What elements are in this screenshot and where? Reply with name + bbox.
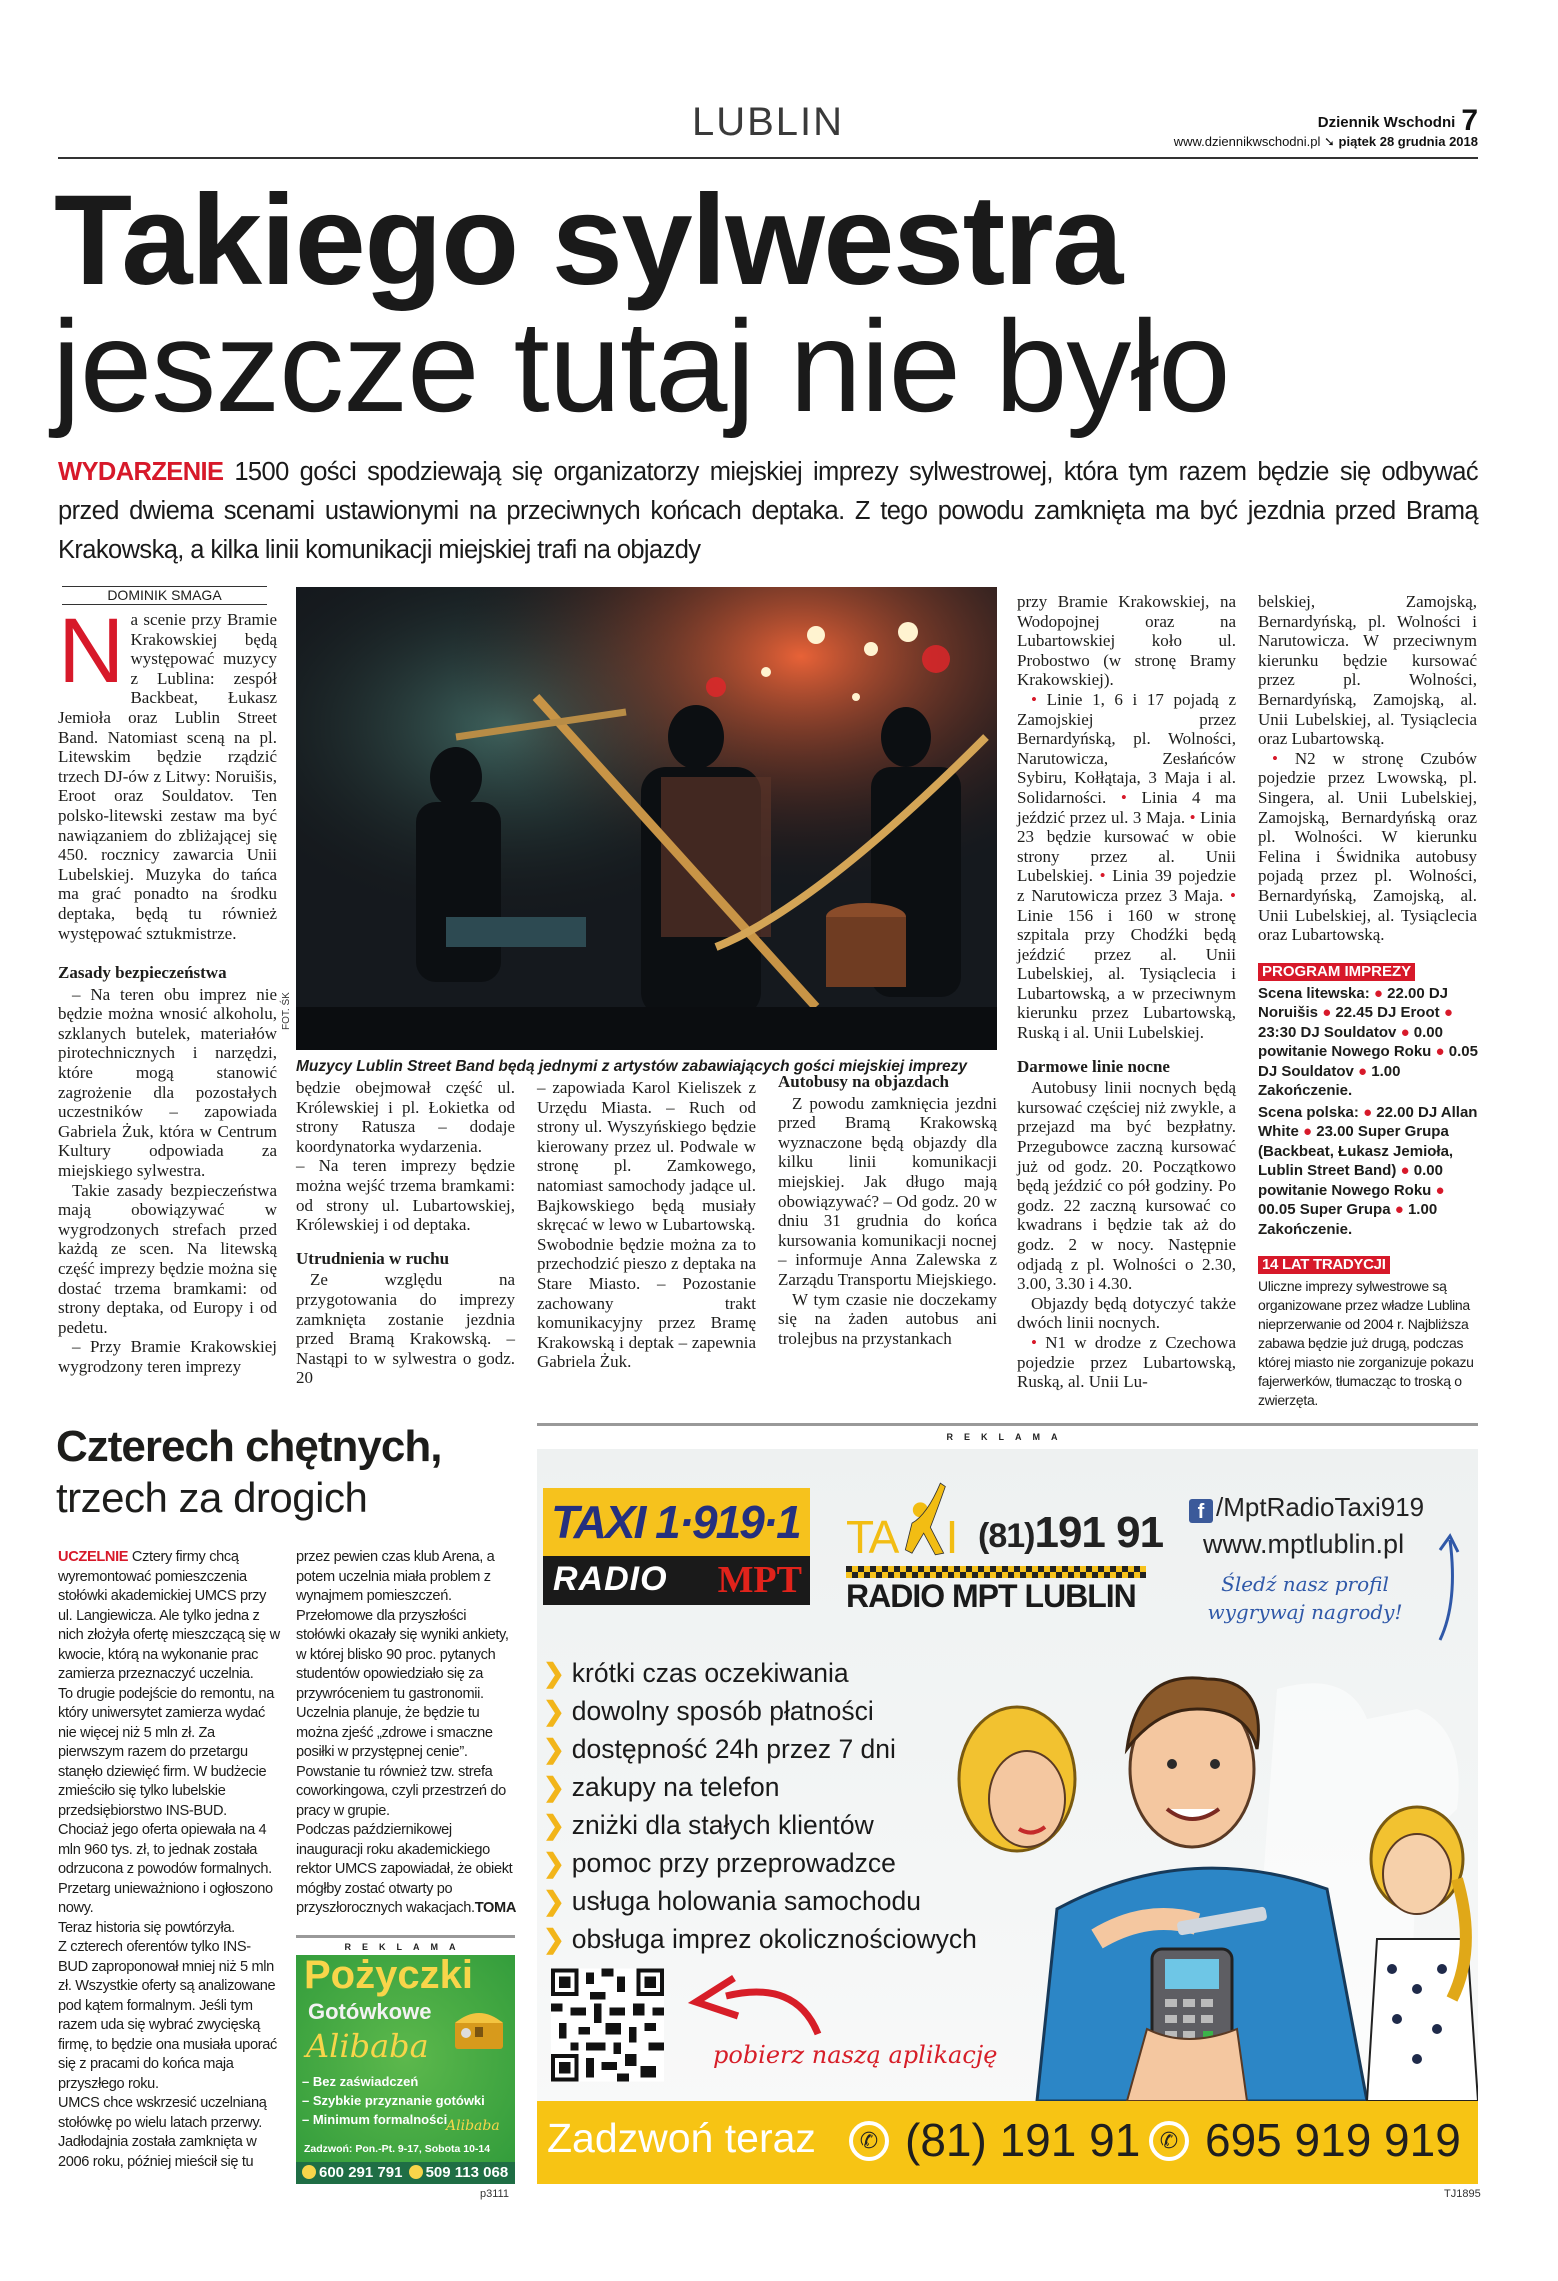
- call-bar: [537, 2101, 1478, 2184]
- feature-item: [543, 1730, 977, 1768]
- ad-title: Pożyczki: [304, 1955, 473, 1997]
- paragraph: Chociaż jego oferta opiewała na 4 mln 960 tys. zł, to jednak została odrzucona z powodów formalnych. Przetarg unieważniono i ogłoszono nowy.: [58, 1822, 273, 1916]
- ad-rule: [296, 1935, 515, 1938]
- feature-item: [543, 1844, 977, 1882]
- bullet-icon: •: [1189, 807, 1196, 827]
- paragraph: będzie obejmował część ul. Królewskiej i pl. Łokietka od strony Ratusza – dodaje koordynatorka wydarzenia.: [296, 1078, 515, 1156]
- ad-phones: [296, 2162, 515, 2184]
- facebook-link[interactable]: [1189, 1492, 1459, 1523]
- program-stage: [1258, 984, 1478, 1101]
- paragraph: Objazdy będą dotyczyć także dwóch linii nocnych.: [1017, 1293, 1236, 1333]
- paragraph: • N2 w stronę Czubów pojedzie przez Lwowską, pl. Singera, al. Unii Lubelskiej, Zamojską, Bernardyńską oraz pl. Wolności. W kierunku Felina i Świdnika autobusy pojadą przez pl. Wolności, Bernardyńską, Zamojską, al. Unii Lubelskiej, al. Tysiąclecia oraz Lubartowską.: [1258, 748, 1477, 945]
- phone-icon: [409, 2165, 423, 2179]
- program-event: 0.05 DJ Souldatov: [1258, 1043, 1478, 1080]
- article2-first-text: Cztery firmy chcą wyremontować pomieszczenia stołówki akademickiej UMCS przy ul. Langiewicza. Ale tylko jedna z nich złożyła ofertę mieszczącą się w kwocie, którą na wykonanie prac zamierza przeznaczyć uczelnia.: [58, 1549, 280, 1682]
- article-column-3: [537, 1078, 756, 1372]
- column-1-body: [58, 963, 277, 1376]
- bullet-icon: •: [1031, 1332, 1037, 1352]
- alibaba-ad[interactable]: [296, 1955, 515, 2184]
- ad-rule: [537, 1423, 1478, 1426]
- bullet-icon: ●: [1394, 1201, 1404, 1218]
- issue-date: piątek 28 grudnia 2018: [1338, 134, 1478, 149]
- bullet-icon: ●: [1358, 1062, 1368, 1080]
- article2-first-paragraph: [58, 1548, 280, 1685]
- first-paragraph-text: a scenie przy Bramie Krakowskiej będą występować muzycy z Lublina: zespół Backbeat, Łukasz Jemioła oraz Lublin Street Band. Natomiast sceną na pl. Litewskim będzie rządzić trzech DJ-ów z Litwy: Noruišis, Eroot oraz Souldatov. Ten polsko-litewski zestaw ma być nawiązaniem do zbliżającej się 450. rocznicy zawarcia Unii Lubelskiej. Muzyka do tańca ma grać ponadto na środku deptaka, będą tu również występować sztukmistrze.: [58, 610, 277, 943]
- bullet-icon: ●: [1322, 1004, 1332, 1021]
- chevron-right-icon: ❯: [543, 1658, 565, 1688]
- ad-hours: Zadzwoń: Pon.-Pt. 9-17, Sobota 10-14: [304, 2143, 491, 2155]
- call-phone-2[interactable]: 695 919 919: [1205, 2114, 1461, 2166]
- paragraph: – Przy Bramie Krakowskiej wygrodzony teren imprezy: [58, 1337, 277, 1376]
- program-event: 23.00 Super Grupa (Backbeat, Łukasz Jemioła, Lublin Street Band): [1258, 1123, 1454, 1179]
- ad-code: p3111: [480, 2188, 509, 2200]
- taxi-919-logo: [543, 1488, 810, 1605]
- paragraph: Autobusy linii nocnych będą kursować częściej niż zwykle, a przejazd ma być bezpłatny. Przegubowce zaczną kursować już od godz. 20. Początkowo będą jeździć co pół godziny. Po godz. 22 zaczną kursować co kwadrans i będzie tak aż do godz. 2 w nocy. Następnie odjadą z pl. Wolności o 2.30, 3.00, 3.30 i 4.30.: [1017, 1078, 1236, 1294]
- paragraph: – zapowiada Karol Kieliszek z Urzędu Miasta. – Ruch od strony ul. Wyszyńskiego będzie kierowany przez ul. Podwale w stronę pl. Zamkowego, natomiast samochody jadące ul. Bajkowskiego będą musiały skręcać w lewo w Lubartowską.: [537, 1078, 756, 1235]
- feature-label: obsługa imprez okolicznościowych: [571, 1924, 977, 1954]
- photo-credit: FOT. ŚK: [281, 992, 292, 1030]
- article2-column-2-body: [296, 1548, 518, 1821]
- paragraph: Powstanie tu również tzw. strefa coworkingowa, czyli przestrzeń do pracy w grupie.: [296, 1763, 506, 1819]
- article2-column-2: [296, 1548, 518, 1919]
- bullet-icon: ●: [1443, 1004, 1453, 1021]
- bullet-icon: •: [1099, 866, 1106, 886]
- logo-number: TAXI 1·919·1: [543, 1488, 810, 1556]
- article-column-5: [1017, 592, 1236, 1392]
- website-link[interactable]: www.mptlublin.pl: [1203, 1529, 1405, 1559]
- dropcap: N: [58, 600, 125, 702]
- article2-column-1: [58, 1548, 280, 2172]
- article2-kicker: UCZELNIE: [58, 1549, 129, 1565]
- curved-arrow-icon: [1434, 1532, 1464, 1642]
- masthead: [1174, 104, 1478, 150]
- lead-text: 1500 gości spodziewają się organizatorzy miejskiej imprezy sylwestrowej, która tym razem będzie się odbywać przed dwiema scenami ustawionymi na przeciwnych końcach deptaka. Z tego powodu zamknięta ma być jezdnia przed Bramą Krakowską, a kilka linii komunikacji miejskiej trafi na objazdy: [58, 458, 1478, 564]
- paragraph: Teraz historia się powtórzyła.: [58, 1919, 235, 1936]
- feature-item: [543, 1920, 977, 1958]
- article-column-1: [58, 600, 277, 1377]
- get-app-text[interactable]: pobierz naszą aplikację: [713, 2041, 998, 2069]
- ad-label: REKLAMA: [946, 1432, 1069, 1442]
- feature-list: [543, 1654, 977, 1958]
- feature-item: [543, 1768, 977, 1806]
- stage-name: Scena litewska:: [1258, 984, 1370, 1002]
- ad-code: TJ1895: [1444, 2188, 1481, 2200]
- feature-label: zniżki dla stałych klientów: [571, 1810, 874, 1840]
- article2-column-1-body: [58, 1685, 280, 2173]
- chevron-right-icon: ❯: [543, 1886, 565, 1916]
- program-event: 00.05 Super Grupa: [1258, 1201, 1391, 1218]
- article2-headline-line2: trzech za drogich: [56, 1474, 368, 1521]
- program-event: 22.45 DJ Eroot: [1331, 1004, 1440, 1021]
- ad-label: REKLAMA: [344, 1942, 467, 1952]
- page-number: 7: [1461, 104, 1478, 137]
- paragraph: przy Bramie Krakowskiej, na Wodopojnej oraz na Lubartowskiej koło ul. Probostwo (w stronę Bramy Krakowskiej).: [1017, 592, 1236, 690]
- program-event: 0.00 powitanie Nowego Roku: [1258, 1023, 1443, 1060]
- ad-feature: – Minimum formalności: [302, 2112, 448, 2127]
- feature-label: dostępność 24h przez 7 dni: [571, 1734, 896, 1764]
- photo-caption: Muzycy Lublin Street Band będą jednymi z artystów zabawiających gości miejskiej imprezy: [296, 1058, 968, 1075]
- tradition-label: 14 LAT TRADYCJI: [1258, 1256, 1390, 1274]
- bullet-icon: ●: [1400, 1162, 1410, 1179]
- facebook-handle: /MptRadioTaxi919: [1216, 1492, 1425, 1522]
- logo-number: 191 91: [1034, 1508, 1164, 1557]
- chevron-right-icon: ❯: [543, 1734, 565, 1764]
- feature-label: usługa holowania samochodu: [571, 1886, 921, 1916]
- logo-taxi-word: TA I: [846, 1511, 957, 1563]
- bullet-icon: ●: [1363, 1103, 1373, 1121]
- logo-name: RADIO MPT LUBLIN: [846, 1578, 1136, 1614]
- paragraph: To drugie podejście do remontu, na który uniwersytet zamierza wydać nie więcej niż 5 mln zł. Za pierwszym razem do przetargu stanęło dziewięć firm. W budżecie zmieściło się tylko lubelskie przedsiębiorstwo INS-BUD.: [58, 1685, 275, 1819]
- author-byline: DOMINIK SMAGA: [62, 586, 267, 605]
- paragraph: Takie zasady bezpieczeństwa mają obowiązywać w wygrodzonych strefach przed każdą ze scen. Na litewską część imprezy będzie można się dostać trzema bramkami: od strony deptaka, od Europy i od pedetu.: [58, 1180, 277, 1337]
- concert-photo: [296, 587, 997, 1050]
- mobile-phone-icon: [302, 2165, 316, 2179]
- article2-headline-line1: Czterech chętnych,: [56, 1422, 442, 1471]
- logo-phone: [978, 1508, 1163, 1558]
- paragraph: Z powodu zamknięcia jezdni przed Bramą Krakowską wyznaczone będą objazdy dla kilku linii komunikacji miejskiej. Jak długo mają obowiązywać? – Od godz. 20 w dniu 31 grudnia do końca kursowania komunikacji nocnej – informuje Anna Zalewska z Zarządu Transportu Miejskiego.: [778, 1093, 997, 1289]
- bullet-icon: ●: [1435, 1043, 1445, 1060]
- bullet-icon: ●: [1373, 984, 1383, 1002]
- taxi-ad[interactable]: [537, 1449, 1478, 2184]
- red-arrow-icon: [686, 1974, 826, 2039]
- headline-line2: jeszcze tutaj nie było: [52, 293, 1230, 439]
- first-paragraph: [58, 600, 277, 943]
- chevron-right-icon: ❯: [543, 1810, 565, 1840]
- program-event: 22.00 DJ Noruišis: [1258, 984, 1449, 1021]
- stage-name: Scena polska:: [1258, 1103, 1359, 1121]
- paragraph: Z czterech oferentów tylko INS-BUD zaproponował mniej niż 5 mln zł. Wszystkie oferty są analizowane pod kątem formalnym. Jeśli tym razem uda się wybrać zwycięską firmę, to będzie ona musiała uporać się z pracami do końca maja przyszłego roku.: [58, 1939, 277, 2092]
- subheading: Autobusy na objazdach: [778, 1072, 949, 1091]
- bullet-icon: •: [1031, 689, 1037, 709]
- radio-mpt-logo: [846, 1474, 1164, 1614]
- bullet-icon: ●: [1303, 1123, 1313, 1140]
- logo-area-code: (81): [978, 1517, 1035, 1555]
- feature-label: dowolny sposób płatności: [571, 1696, 874, 1726]
- paragraph: – Na teren imprezy będzie można wejść trzema bramkami: od strony ul. Lubartowskiej, Królewskiej i od deptaka.: [296, 1156, 515, 1235]
- paragraph: – Na teren obu imprez nie będzie można wnosić alkoholu, szklanych butelek, materiałów pirotechnicznych i narzędzi, które mogą stanowić zagrożenie dla pozostałych uczestników – zapowiada Gabriela Żuk, która w Centrum Kultury odpowiada za miejskiego sylwestra.: [58, 984, 277, 1181]
- bullet-icon: •: [1120, 787, 1127, 807]
- paragraph: przez pewien czas klub Arena, a potem uczelnia miała problem z wynajmem pomieszczeń.: [296, 1549, 495, 1604]
- headline-line1: Takiego sylwestra: [54, 169, 1122, 312]
- tradition-box: [1258, 1255, 1478, 1410]
- social-block: [1189, 1492, 1459, 1626]
- section-title: LUBLIN: [691, 100, 845, 144]
- ad-brand-small: Alibaba: [446, 2118, 500, 2134]
- paper-url[interactable]: www.dziennikwschodni.pl: [1173, 134, 1321, 149]
- author-signature: TOMA: [474, 1900, 517, 1916]
- ad-brand: Alibaba: [306, 2027, 429, 2065]
- facebook-icon: f: [1189, 1499, 1213, 1523]
- ad-phone-1[interactable]: 600 291 791: [319, 2164, 403, 2181]
- program-event: 23:30 DJ Souldatov: [1258, 1023, 1397, 1041]
- subheading: Utrudnienia w ruchu: [296, 1248, 450, 1268]
- article-column-6: [1258, 592, 1477, 945]
- article-column-4: [778, 1072, 997, 1348]
- subheading: Zasady bezpieczeństwa: [58, 963, 227, 983]
- call-phone-1[interactable]: (81) 191 91: [905, 2114, 1141, 2166]
- last-paragraph-text: Podczas październikowej inauguracji roku akademickiego rektor UMCS zapowiadał, że obiekt mógłby zostać otwarty po przyszłorocznych wakacjach.: [296, 1822, 513, 1916]
- feature-label: zakupy na telefon: [571, 1772, 780, 1802]
- feature-item: [543, 1882, 977, 1920]
- paper-name: Dziennik Wschodni: [1317, 114, 1456, 131]
- header-rule: [58, 157, 1478, 159]
- chevron-right-icon: ❯: [543, 1924, 565, 1954]
- program-event: 1.00 Zakończenie.: [1258, 1062, 1401, 1099]
- bullet-icon: ●: [1435, 1181, 1445, 1199]
- program-event: 1.00 Zakończenie.: [1258, 1201, 1438, 1238]
- feature-label: krótki czas oczekiwania: [571, 1658, 849, 1688]
- logo-radio: RADIO: [553, 1560, 668, 1598]
- paragraph: UMCS chce wskrzesić uczelnianą stołówkę po wielu latach przerwy. Jadłodajnia została zamknięta w 2006 roku, później mieścił się tu: [58, 2095, 267, 2170]
- lead-paragraph: [58, 453, 1478, 570]
- call-label: Zadzwoń teraz: [547, 2115, 816, 2161]
- paragraph: • N1 w drodze z Czechowa pojedzie przez Lubartowską, Ruską, al. Unii Lu-: [1017, 1332, 1236, 1392]
- follow-line-2: wygrywaj nagrody!: [1207, 1600, 1403, 1624]
- treasure-chest-icon: [451, 2003, 507, 2051]
- article2-last-paragraph: [296, 1821, 518, 1919]
- paragraph: Przełomowe dla przyszłości stołówki okazały się wyniki ankiety, w której blisko 90 proc. pytanych studentów opowiedziało się za przywróceniem tu gastronomii.: [296, 1607, 509, 1702]
- feature-item: [543, 1654, 977, 1692]
- bullet-icon: ●: [1400, 1023, 1410, 1041]
- logo-mpt: MPT: [717, 1559, 802, 1601]
- paragraph: Uczelnia planuje, że będzie tu można zjeść „zdrowe i smaczne posiłki w przystępnej cenie”.: [296, 1705, 493, 1760]
- paragraph: W tym czasie nie doczekamy się na żaden autobus ani trolejbus na przystankach: [778, 1289, 997, 1348]
- subheading: Darmowe linie nocne: [1017, 1056, 1170, 1076]
- phone-icon: ✆: [849, 2121, 889, 2161]
- bullet-icon: •: [1272, 748, 1278, 768]
- chevron-right-icon: ❯: [543, 1772, 565, 1802]
- program-list: [1258, 984, 1478, 1240]
- chevron-right-icon: ❯: [543, 1696, 565, 1726]
- ad-feature: – Szybkie przyznanie gotówki: [302, 2093, 485, 2108]
- follow-text: [1195, 1570, 1415, 1626]
- feature-item: [543, 1692, 977, 1730]
- phone-icon: ✆: [1149, 2121, 1189, 2161]
- program-stage: [1258, 1103, 1478, 1240]
- ad-feature: – Bez zaświadczeń: [302, 2074, 419, 2089]
- program-event: 22.00 DJ Allan White: [1258, 1103, 1478, 1140]
- bullet-icon: •: [1230, 885, 1236, 905]
- follow-line-1: Śledź nasz profil: [1221, 1572, 1389, 1596]
- ad-phone-2[interactable]: 509 113 068: [425, 2164, 509, 2181]
- chevron-right-icon: ❯: [543, 1848, 565, 1878]
- program-box: [1258, 962, 1478, 1239]
- paragraph: belskiej, Zamojską, Bernardyńską, pl. Wolności i Narutowicza. W przeciwnym kierunku będzie kursować przez pl. Wolności, Bernardyńską, Zamojską, al. Unii Lubelskiej, al. Tysiąclecia oraz Lubartowską.: [1258, 592, 1477, 749]
- family-illustration: [947, 1649, 1478, 2101]
- article-column-2: [296, 1078, 515, 1388]
- paragraph: Ze względu na przygotowania do imprezy zamknięta zostanie jezdnia przed Bramą Krakowską. – Nastąpi to w sylwestra o godz. 20: [296, 1270, 515, 1388]
- qr-code[interactable]: [551, 1967, 664, 2083]
- program-label: PROGRAM IMPREZY: [1258, 963, 1415, 981]
- ad-subtitle: Gotówkowe: [308, 1999, 432, 2024]
- tradition-text: Uliczne imprezy sylwestrowe są organizowane przez władze Lublina nieprzerwanie od 2004 r. Najbliższa zabawa będzie już drugą, podczas której miasto nie zorganizuje pokazu fajerwerków, tłumacząc to troską o zwierzęta.: [1258, 1278, 1474, 1408]
- feature-label: pomoc przy przeprowadzce: [571, 1848, 896, 1878]
- paragraph: • Linie 1, 6 i 17 pojadą z Zamojskiej przez Bernardyńską, pl. Wolności, Narutowicza, Zesłańców Sybiru, Kołłątaja, 3 Maja i al. Solidarności. • Linia 4 ma jeździć przez ul. 3 Maja. • Linia 23 będzie kursować w obie strony przez al. Unii Lubelskiej. • Linia 39 pojedzie z Narutowicza przez 3 Maja. • Linie 156 i 160 w stronę szpitala przy Chodźki będą jeździć przez al. Unii Lubelskiej, al. Tysiąclecia i Lubartowską, a w przeciwnym kierunku przez Lubartowską, Ruską i al. Unii Lubelskiej.: [1017, 689, 1236, 1043]
- arrow-icon: ➘: [1324, 134, 1335, 149]
- lead-kicker: WYDARZENIE: [58, 458, 224, 486]
- program-event: 0.00 powitanie Nowego Roku: [1258, 1162, 1443, 1199]
- feature-item: [543, 1806, 977, 1844]
- paragraph: Swobodnie będzie można za to przechodzić pieszo z deptaka na Stare Miasto. – Pozostanie zachowany trakt komunikacyjny przez Bramę Krakowską i deptak – zapewnia Gabriela Żuk.: [537, 1234, 756, 1372]
